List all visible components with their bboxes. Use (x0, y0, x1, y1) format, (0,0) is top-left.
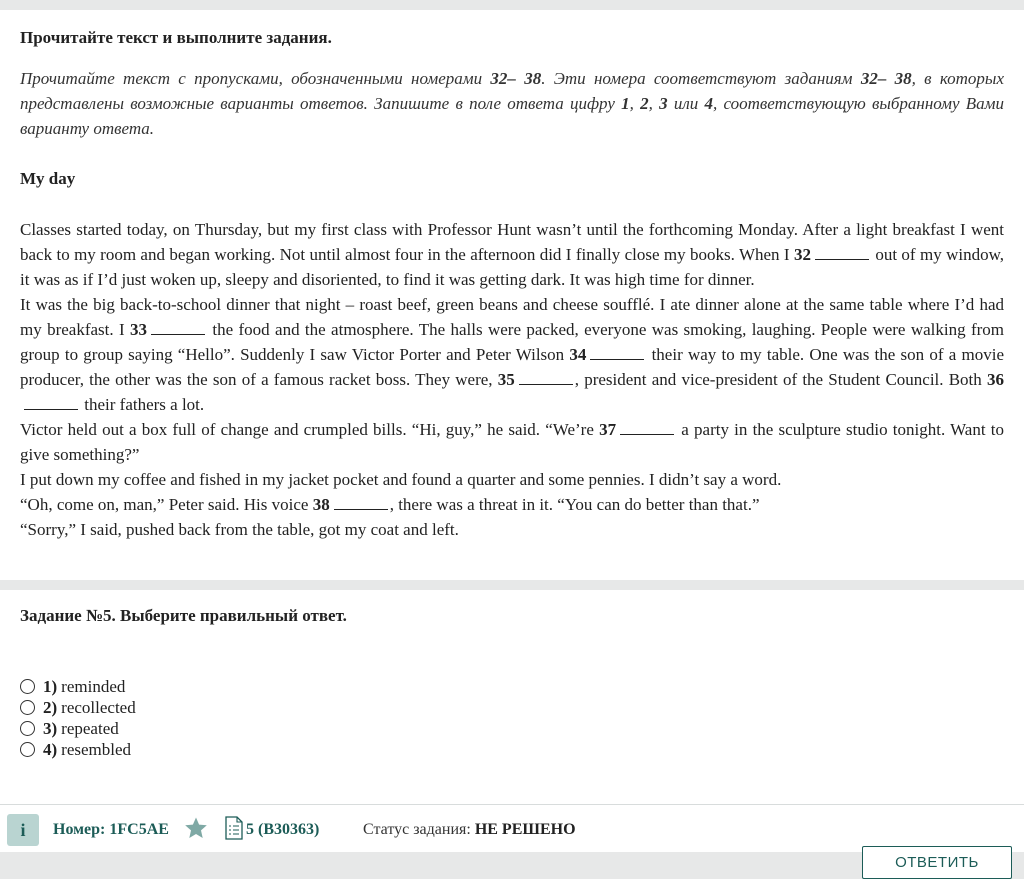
option-2[interactable]: 2) recollected (20, 697, 136, 718)
gap-blank (519, 370, 573, 385)
text-panel (0, 10, 1024, 580)
status-value: НЕ РЕШЕНО (474, 821, 576, 838)
page-title: Прочитайте текст и выполните задания. (20, 28, 332, 47)
task-panel (0, 590, 1024, 804)
paragraph: “Sorry,” I said, pushed back from the table, got my coat and left. (20, 520, 459, 539)
gap-number: 33 (130, 320, 148, 339)
radio-button[interactable] (20, 742, 35, 757)
gap-blank (334, 495, 388, 510)
info-button[interactable]: i (7, 814, 39, 846)
paragraph: It was the big back-to-school dinner that night – roast beef, green beans and cheese soufflé. I ate dinner alone at the same table where I’d had my breakfast. I 33 the food and the atmosphere. The halls were packed, everyone was smoking, laughing. People were walking from group to group saying “Hello”. Suddenly I saw Victor Porter and Peter Wilson 34 their way to my table. One was the son of a movie producer, the other was the son of a famous racket boss. They were, 35 , president and vice-president of the Student Council. Both 36 their fathers a lot. (20, 295, 1004, 414)
gap-number: 36 (987, 370, 1004, 389)
answer-options (20, 676, 136, 760)
radio-button[interactable] (20, 700, 35, 715)
paragraph: “Oh, come on, man,” Peter said. His voice 38 , there was a threat in it. “You can do better than that.” (20, 495, 760, 514)
star-icon[interactable] (184, 816, 208, 845)
gap-number: 38 (312, 495, 330, 514)
task-footer (0, 804, 1024, 852)
gap-number: 32 (793, 245, 811, 264)
document-list-icon[interactable] (224, 816, 244, 845)
option-4[interactable]: 4) resembled (20, 739, 136, 760)
answer-button[interactable]: ОТВЕТИТЬ (862, 846, 1012, 879)
gap-blank (24, 395, 78, 410)
radio-button[interactable] (20, 721, 35, 736)
passage (20, 217, 1004, 542)
paragraph: I put down my coffee and fished in my jacket pocket and found a quarter and some pennies. I didn’t say a word. (20, 470, 782, 489)
task-link[interactable]: 5 (B30363) (246, 821, 320, 838)
instructions: Прочитайте текст с пропусками, обозначенными номерами 32– 38. Эти номера соответствуют заданиям 32– 38, в которых представлены возможные варианты ответов. Запишите в поле ответа цифру 1, 2, 3 или 4, соответствующую выбранному Вами варианту ответа. (20, 69, 1005, 138)
text-title: My day (20, 169, 76, 188)
paragraph: Classes started today, on Thursday, but my first class with Professor Hunt wasn’t until the forthcoming Monday. After a light breakfast I went back to my room and began working. Not until almost four in the afternoon did I finally close my books. When I 32 out of my window, it was as if I’d just woken up, sleepy and disoriented, to find it was getting dark. It was high time for dinner. (20, 220, 1004, 289)
gap-blank (620, 420, 674, 435)
gap-blank (590, 345, 644, 360)
gap-number: 35 (497, 370, 515, 389)
option-1[interactable]: 1) reminded (20, 676, 136, 697)
gap-blank (815, 245, 869, 260)
gap-number: 37 (599, 420, 617, 439)
option-3[interactable]: 3) repeated (20, 718, 136, 739)
paragraph: Victor held out a box full of change and crumpled bills. “Hi, guy,” he said. “We’re 37 a party in the sculpture studio tonight. Want to give something?” (20, 420, 1004, 464)
gap-blank (151, 320, 205, 335)
task-number: Номер: 1FC5AE (53, 821, 169, 838)
task-title: Задание №5. Выберите правильный ответ. (20, 606, 347, 625)
gap-number: 34 (569, 345, 587, 364)
radio-button[interactable] (20, 679, 35, 694)
task-status: Статус задания: НЕ РЕШЕНО (363, 821, 576, 838)
